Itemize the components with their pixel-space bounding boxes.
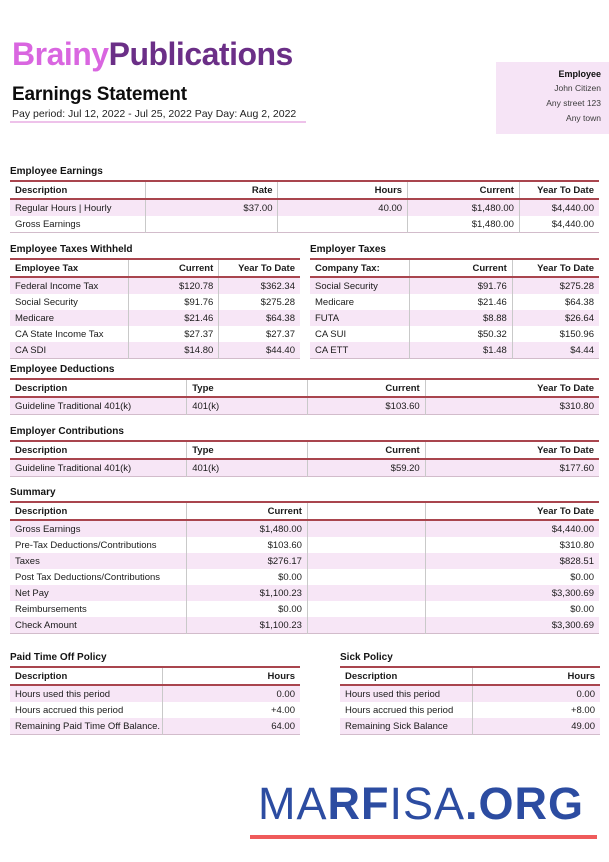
column-header: Employee Tax: [10, 259, 129, 277]
cell: $828.51: [425, 553, 599, 569]
site-logo: [232, 778, 609, 830]
column-header: Rate: [145, 181, 278, 199]
sick-policy-table: [340, 666, 600, 735]
table-row: [10, 216, 599, 233]
column-header: Current: [408, 181, 520, 199]
employee-earnings-table: [10, 180, 599, 233]
section-title: Summary: [10, 487, 56, 498]
table-row: [10, 277, 300, 294]
cell: Check Amount: [10, 617, 187, 634]
cell: $1,100.23: [187, 617, 308, 634]
cell: [145, 216, 278, 233]
cell: $50.32: [410, 326, 513, 342]
cell: $103.60: [307, 397, 425, 415]
header-row: [10, 502, 599, 520]
column-header: Current: [410, 259, 513, 277]
table-row: [310, 310, 599, 326]
section-title: Employee Taxes Withheld: [10, 244, 133, 255]
header-row: [10, 441, 599, 459]
cell: 401(k): [187, 397, 308, 415]
cell: $275.28: [512, 277, 599, 294]
header-row: [310, 259, 599, 277]
cell: $362.34: [219, 277, 300, 294]
cell: 40.00: [278, 199, 408, 216]
table-row: [10, 397, 599, 415]
cell: [307, 520, 425, 537]
cell: Pre-Tax Deductions/Contributions: [15, 539, 157, 551]
cell: [307, 585, 425, 601]
employee-town: Any town: [566, 113, 601, 123]
table-row: [310, 294, 599, 310]
cell: CA State Income Tax: [15, 328, 104, 340]
cell: Social Security: [310, 277, 410, 294]
section-sick-policy: [340, 652, 600, 735]
cell: $276.17: [187, 553, 308, 569]
cell: $0.00: [425, 569, 599, 585]
column-header: Hours: [278, 181, 408, 199]
cell: Federal Income Tax: [10, 277, 129, 294]
cell: Taxes: [10, 553, 187, 569]
cell: $0.00: [425, 601, 599, 617]
section-title: Employer Contributions: [10, 426, 124, 437]
header-row: [340, 667, 600, 685]
cell: Remaining Paid Time Off Balance.: [10, 718, 162, 735]
brand-logo: [12, 36, 293, 73]
cell: Net Pay: [10, 585, 187, 601]
section-employee-deductions: [10, 364, 599, 415]
column-header: Company Tax:: [310, 259, 410, 277]
cell: $27.37: [129, 326, 219, 342]
column-header: Current: [129, 259, 219, 277]
cell: 401(k): [187, 459, 308, 477]
table-row: [10, 601, 599, 617]
header-row: [10, 259, 300, 277]
table-row: [10, 585, 599, 601]
cell: Hours accrued this period: [345, 704, 454, 716]
cell: $1,480.00: [187, 520, 308, 537]
section-title: Employer Taxes: [310, 244, 386, 255]
section-title: Paid Time Off Policy: [10, 652, 107, 663]
cell: Post Tax Deductions/Contributions: [15, 571, 161, 583]
summary-table: [10, 501, 599, 634]
site-logo-part4: .ORG: [465, 778, 585, 829]
cell: 49.00: [473, 718, 600, 735]
column-header: Year To Date: [219, 259, 300, 277]
cell: $1,480.00: [408, 216, 520, 233]
cell: +4.00: [162, 702, 300, 718]
section-title: Sick Policy: [340, 652, 393, 663]
cell: 0.00: [162, 685, 300, 702]
cell: CA SDI: [10, 342, 129, 359]
table-row: [10, 199, 599, 216]
table-row: [10, 569, 599, 585]
table-row: [310, 326, 599, 342]
table-row: [10, 537, 599, 553]
table-row: [10, 520, 599, 537]
cell: $1.48: [410, 342, 513, 359]
cell: Hours used this period: [340, 685, 473, 702]
cell: Remaining Sick Balance: [340, 718, 473, 735]
section-pto-policy: [10, 652, 300, 735]
table-row: [10, 617, 599, 634]
cell: $310.80: [425, 537, 599, 553]
table-row: [10, 459, 599, 477]
cell: [307, 601, 425, 617]
cell: $150.96: [512, 326, 599, 342]
table-row: [10, 718, 300, 735]
cell: 0.00: [473, 685, 600, 702]
header-row: [10, 379, 599, 397]
section-title: Employee Deductions: [10, 364, 115, 375]
cell: $177.60: [425, 459, 599, 477]
site-logo-part2: RF: [327, 778, 390, 829]
employee-address-box: [496, 62, 609, 134]
pay-period-underline: [10, 121, 306, 123]
section-title: Employee Earnings: [10, 166, 103, 177]
table-row: [10, 326, 300, 342]
column-header: Hours: [162, 667, 300, 685]
cell: Gross Earnings: [10, 520, 187, 537]
column-header: Current: [187, 502, 308, 520]
column-header: Description: [10, 441, 187, 459]
cell: $64.38: [219, 310, 300, 326]
cell: CA ETT: [310, 342, 410, 359]
section-summary: [10, 487, 599, 634]
table-row: [10, 342, 300, 359]
cell: $310.80: [425, 397, 599, 415]
brand-logo-part2: Publications: [108, 36, 293, 72]
table-row: [10, 294, 300, 310]
table-row: [340, 702, 600, 718]
column-header: Description: [10, 667, 162, 685]
cell: Medicare: [315, 296, 355, 308]
column-header: [307, 502, 425, 520]
table-row: [340, 685, 600, 702]
cell: Reimbursements: [15, 603, 87, 615]
site-logo-part1: MA: [257, 778, 328, 829]
pto-policy-table: [10, 666, 300, 735]
cell: [307, 617, 425, 634]
cell: $27.37: [219, 326, 300, 342]
cell: $103.60: [187, 537, 308, 553]
section-employee-taxes: [10, 244, 300, 359]
cell: Gross Earnings: [15, 218, 81, 230]
cell: FUTA: [310, 310, 410, 326]
cell: Guideline Traditional 401(k): [10, 459, 187, 477]
table-row: [10, 685, 300, 702]
employee-taxes-table: [10, 258, 300, 359]
cell: $275.28: [219, 294, 300, 310]
cell: [307, 537, 425, 553]
column-header: Hours: [473, 667, 600, 685]
cell: $3,300.69: [425, 585, 599, 601]
header-row: [10, 181, 599, 199]
column-header: Current: [307, 379, 425, 397]
cell: Social Security: [15, 296, 78, 308]
column-header: Current: [307, 441, 425, 459]
employee-name: John Citizen: [554, 83, 601, 93]
cell: $91.76: [129, 294, 219, 310]
cell: $4,440.00: [519, 199, 599, 216]
cell: $44.40: [219, 342, 300, 359]
column-header: Year To Date: [425, 502, 599, 520]
table-row: [10, 702, 300, 718]
section-employer-contributions: [10, 426, 599, 477]
cell: CA SUI: [315, 328, 347, 340]
employer-contributions-table: [10, 440, 599, 477]
column-header: Description: [10, 502, 187, 520]
cell: [278, 216, 408, 233]
column-header: Description: [340, 667, 473, 685]
cell: $64.38: [512, 294, 599, 310]
header-row: [10, 667, 300, 685]
cell: $120.78: [129, 277, 219, 294]
cell: $4,440.00: [425, 520, 599, 537]
cell: Hours accrued this period: [15, 704, 124, 716]
employee-street: Any street 123: [546, 98, 601, 108]
cell: [307, 553, 425, 569]
cell: $1,480.00: [408, 199, 520, 216]
column-header: Type: [187, 441, 308, 459]
cell: Regular Hours | Hourly: [10, 199, 145, 216]
column-header: Year To Date: [425, 441, 599, 459]
cell: $59.20: [307, 459, 425, 477]
column-header: Description: [10, 181, 145, 199]
cell: $37.00: [145, 199, 278, 216]
column-header: Year To Date: [519, 181, 599, 199]
employee-label: Employee: [558, 69, 601, 79]
table-row: [310, 342, 599, 359]
cell: $1,100.23: [187, 585, 308, 601]
page-title: Earnings Statement: [12, 84, 187, 105]
pay-period-text: Pay period: Jul 12, 2022 - Jul 25, 2022 Pay Day: Aug 2, 2022: [12, 108, 297, 120]
table-row: [10, 310, 300, 326]
table-row: [340, 718, 600, 735]
table-row: [310, 277, 599, 294]
cell: $4,440.00: [519, 216, 599, 233]
site-logo-underline: [250, 835, 597, 839]
cell: [307, 569, 425, 585]
cell: $26.64: [512, 310, 599, 326]
brand-logo-part1: Brainy: [12, 36, 109, 72]
column-header: Type: [187, 379, 308, 397]
cell: $21.46: [410, 294, 513, 310]
cell: $0.00: [187, 601, 308, 617]
section-employee-earnings: [10, 166, 599, 233]
cell: +8.00: [473, 702, 600, 718]
cell: Medicare: [10, 310, 129, 326]
cell: $8.88: [410, 310, 513, 326]
cell: $21.46: [129, 310, 219, 326]
column-header: Year To Date: [512, 259, 599, 277]
column-header: Description: [10, 379, 187, 397]
employer-taxes-table: [310, 258, 599, 359]
cell: $3,300.69: [425, 617, 599, 634]
table-row: [10, 553, 599, 569]
cell: Guideline Traditional 401(k): [10, 397, 187, 415]
cell: $4.44: [512, 342, 599, 359]
cell: 64.00: [162, 718, 300, 735]
employee-deductions-table: [10, 378, 599, 415]
section-employer-taxes: [310, 244, 599, 359]
cell: $14.80: [129, 342, 219, 359]
cell: $0.00: [187, 569, 308, 585]
column-header: Year To Date: [425, 379, 599, 397]
site-logo-part3: ISA: [389, 778, 466, 829]
cell: $91.76: [410, 277, 513, 294]
cell: Hours used this period: [10, 685, 162, 702]
